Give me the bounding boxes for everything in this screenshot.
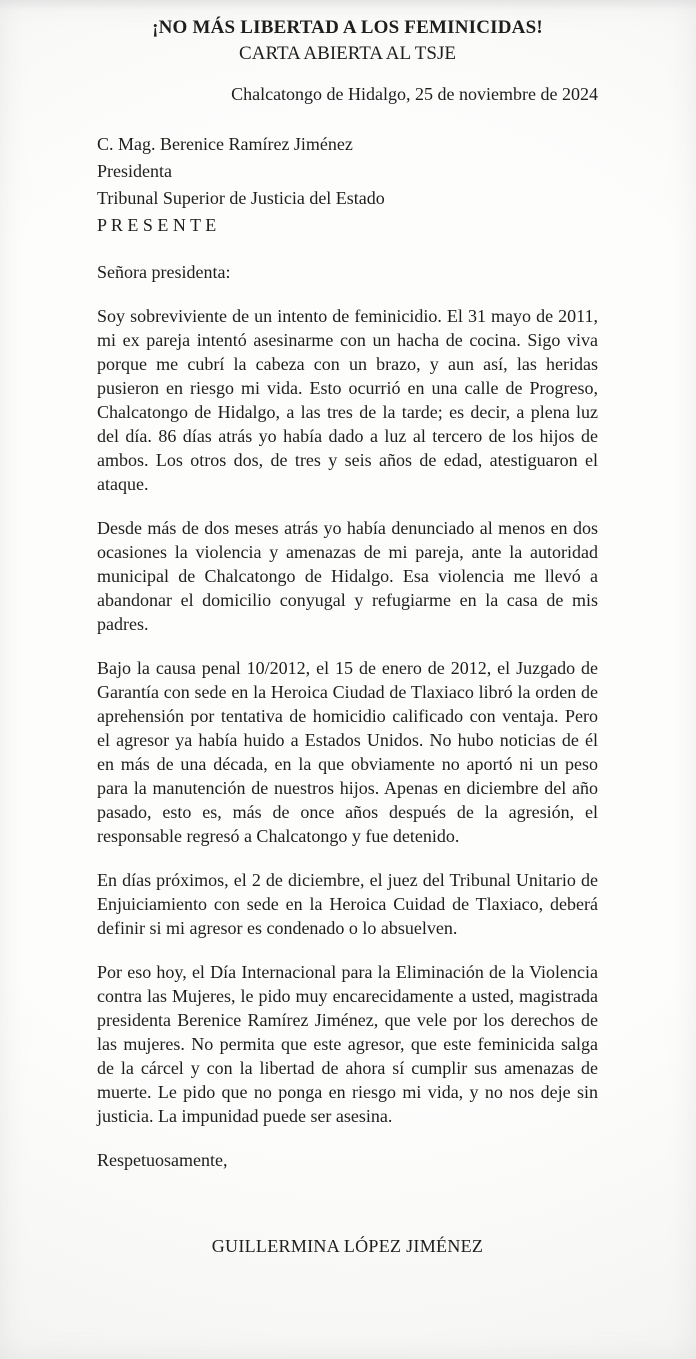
dateline: Chalcatongo de Hidalgo, 25 de noviembre de 2024 [231,84,598,104]
recipient-institution: Tribunal Superior de Justicia del Estado [97,188,385,208]
paragraph-1: Soy sobreviviente de un intento de feminicidio. El 31 mayo de 2011, mi ex pareja intentó asesinarme con un hacha de cocina. Sigo viva porque me cubrí la cabeza con un brazo, y aun así, las heridas pusieron en riesgo mi vida. Esto ocurrió en una calle de Progreso, Chalcatongo de Hidalgo, a las tres de la tarde; es decir, a plena luz del día. 86 días atrás yo había dado a luz al tercero de los hijos de ambos. Los otros dos, de tres y seis años de edad, atestiguaron el ataque. [97,306,598,494]
recipient-presente: P R E S E N T E [97,215,217,235]
recipient-name: C. Mag. Berenice Ramírez Jiménez [97,134,353,154]
paragraph-5: Por eso hoy, el Día Internacional para la Eliminación de la Violencia contra las Mujeres, le pido muy encarecidamente a usted, magistrada presidenta Berenice Ramírez Jiménez, que vele por los derechos de las mujeres. No permita que este agresor, que este feminicida salga de la cárcel y con la libertad de ahora sí cumplir sus amenazas de muerte. Le pido que no ponga en riesgo mi vida, y no nos deje sin justicia. La impunidad puede ser asesina. [97,962,598,1126]
salutation: Señora presidenta: [97,262,231,282]
paragraph-2: Desde más de dos meses atrás yo había denunciado al menos en dos ocasiones la violencia y amenazas de mi pareja, ante la autoridad municipal de Chalcatongo de Hidalgo. Esa violencia me llevó a abandonar el domicilio conyugal y refugiarme en la casa de mis padres. [97,518,598,634]
letter-body [97,304,598,1128]
recipient-role: Presidenta [97,161,172,181]
paragraph-4: En días próximos, el 2 de diciembre, el juez del Tribunal Unitario de Enjuiciamiento con sede en la Heroica Cuidad de Tlaxiaco, deberá definir si mi agresor es condenado o lo absuelven. [97,870,598,938]
letter-title: ¡NO MÁS LIBERTAD A LOS FEMINICIDAS! [152,17,543,38]
paragraph-3: Bajo la causa penal 10/2012, el 15 de enero de 2012, el Juzgado de Garantía con sede en la Heroica Ciudad de Tlaxiaco libró la orden de aprehensión por tentativa de homicidio calificado con ventaja. Pero el agresor ya había huido a Estados Unidos. No hubo noticias de él en más de una década, en la que obviamente no aportó ni un peso para la manutención de nuestros hijos. Apenas en diciembre del año pasado, esto es, más de once años después de la agresión, el responsable regresó a Chalcatongo y fue detenido. [97,658,598,846]
letter-subtitle: CARTA ABIERTA AL TSJE [239,43,456,64]
recipient-block [97,131,598,239]
closing: Respetuosamente, [97,1150,228,1170]
letter-header [97,15,598,67]
signature-name: GUILLERMINA LÓPEZ JIMÉNEZ [211,1236,484,1256]
